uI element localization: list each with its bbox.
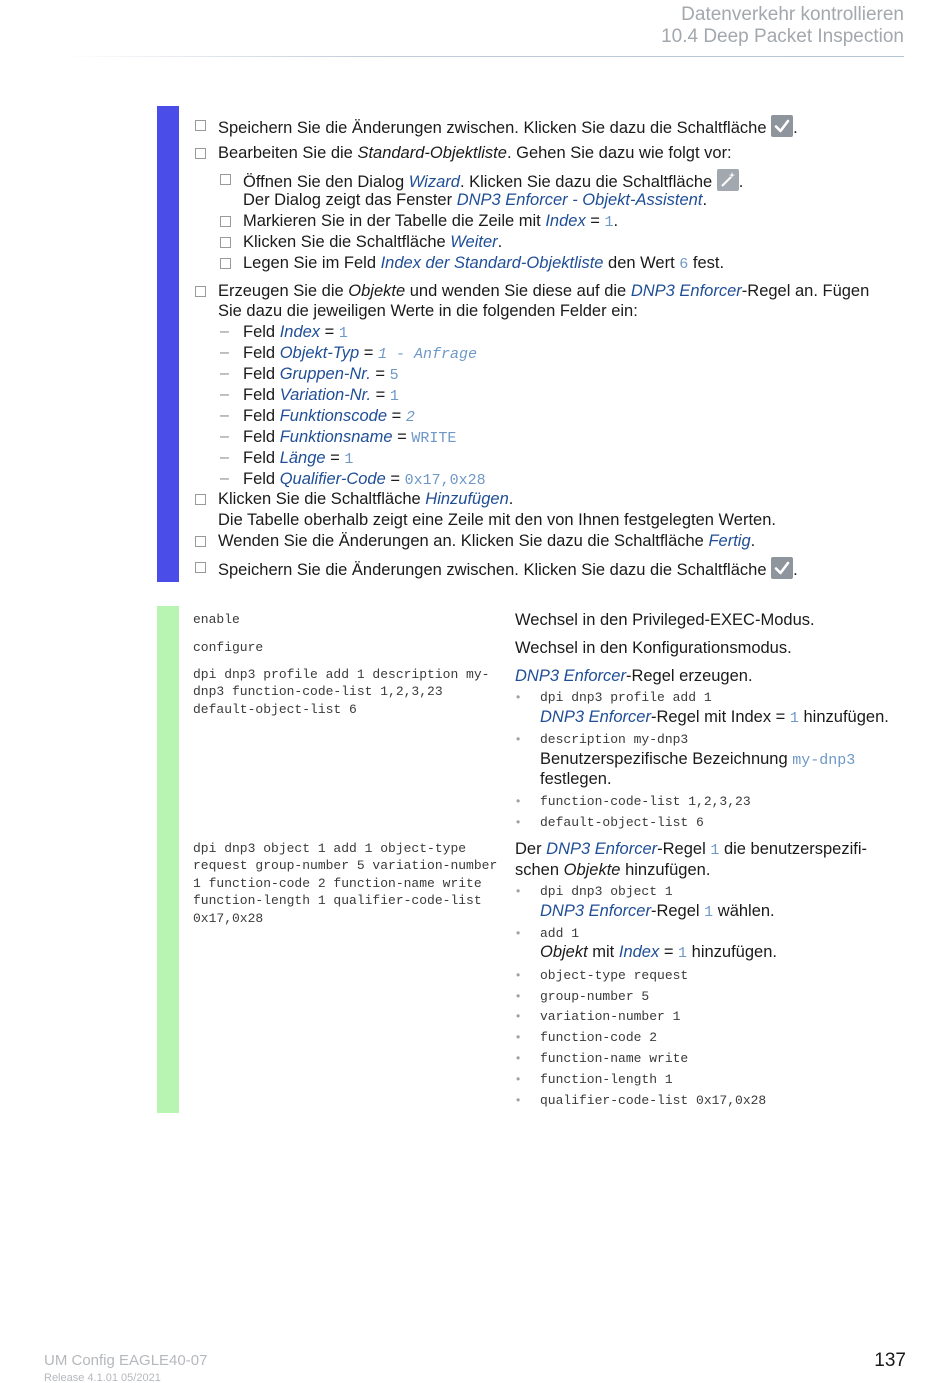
step-checkbox [195,562,206,573]
bullet: • [516,968,521,982]
field-index: Feld Index = 1 [243,323,348,342]
cli-item-desc: DNP3 Enforcer-Regel 1 wählen. [540,902,775,921]
cli-item-desc: Objekt mit Index = 1 hinzufügen. [540,943,777,962]
cli-item-code: dpi dnp3 object 1 [540,884,673,899]
dash-bullet: – [220,323,229,340]
step-checkbox [195,286,206,297]
cli-cmd-configure: configure [193,640,264,655]
cli-item-code: function-code 2 [540,1030,658,1045]
cli-cmd-profile-line: dpi dnp3 profile add 1 description my- [193,667,490,682]
step-add: Klicken Sie die Schaltfläche Hinzufügen. [218,490,514,508]
bullet: • [516,989,521,1003]
gui-procedure-bar [157,106,179,582]
cli-item-desc: Benutzerspezifische Bezeichnung my-dnp3 [540,750,856,769]
cli-item-code: group-number 5 [540,989,650,1004]
substep-mark-row: Markieren Sie in der Tabelle die Zeile mit Index = 1. [243,212,619,231]
field-function-code: Feld Funktionscode = 2 [243,407,415,426]
header-section: 10.4 Deep Packet Inspection [661,26,904,47]
cli-item-desc: DNP3 Enforcer-Regel mit Index = 1 hinzufügen. [540,708,889,727]
substep-checkbox [220,258,231,269]
cli-cmd-profile-line: default-object-list 6 [193,702,357,717]
step-checkbox [195,536,206,547]
bullet: • [516,1093,521,1107]
substep-set-index: Legen Sie im Feld Index der Standard-Objektliste den Wert 6 fest. [243,254,725,273]
bullet: • [516,815,521,829]
field-variation-number: Feld Variation-Nr. = 1 [243,386,399,405]
step-checkbox [195,120,206,131]
step-create-objects-cont: Sie dazu die jeweiligen Werte in die folgenden Felder ein: [218,302,638,320]
bullet: • [516,794,521,808]
cli-item-code: qualifier-code-list 0x17,0x28 [540,1093,767,1108]
dash-bullet: – [220,344,229,361]
substep-checkbox [220,174,231,185]
cli-item-code: function-code-list 1,2,3,23 [540,794,751,809]
field-group-number: Feld Gruppen-Nr. = 5 [243,365,399,384]
step-checkbox [195,148,206,159]
cli-cmd-object-line: dpi dnp3 object 1 add 1 object-type [193,841,467,856]
cli-item-code: function-length 1 [540,1072,673,1087]
step-apply: Wenden Sie die Änderungen an. Klicken Sie dazu die Schaltfläche Fertig. [218,532,756,550]
cli-item-desc: festlegen. [540,770,612,788]
substep-checkbox [220,216,231,227]
cli-item-code: function-name write [540,1051,689,1066]
step-save-2: Speichern Sie die Änderungen zwischen. Klicken Sie dazu die Schaltfläche . [218,557,798,580]
substep-open-wizard: Öffnen Sie den Dialog Wizard. Klicken Sie dazu die Schaltfläche . [243,169,743,192]
cli-item-code: description my-dnp3 [540,732,689,747]
cli-desc-profile: DNP3 Enforcer-Regel erzeugen. [515,667,753,685]
bullet: • [516,1009,521,1023]
cli-desc-enable: Wechsel in den Privileged-EXEC-Modus. [515,611,815,629]
step-checkbox [195,494,206,505]
step-edit: Bearbeiten Sie die Standard-Objektliste. Gehen Sie dazu wie folgt vor: [218,144,732,162]
substep-wizard-note: Der Dialog zeigt das Fenster DNP3 Enforcer - Objekt-Assistent. [243,191,708,209]
wizard-wand-icon [717,169,739,191]
step-add-note: Die Tabelle oberhalb zeigt eine Zeile mit den von Ihnen festgelegten Werten. [218,511,776,529]
field-object-type: Feld Objekt-Typ = 1 - Anfrage [243,344,477,363]
cli-desc-object-cont: schen Objekte hinzufügen. [515,861,711,879]
dash-bullet: – [220,365,229,382]
cli-item-code: add 1 [540,926,580,941]
bullet: • [516,1051,521,1065]
dash-bullet: – [220,407,229,424]
field-length: Feld Länge = 1 [243,449,354,468]
bullet: • [516,1072,521,1086]
footer-release: Release 4.1.01 05/2021 [44,1372,161,1383]
footer-doc-title: UM Config EAGLE40-07 [44,1352,208,1369]
cli-cmd-profile-line: dnp3 function-code-list 1,2,3,23 [193,684,443,699]
bullet: • [516,1030,521,1044]
cli-cmd-object-line: 0x17,0x28 [193,911,264,926]
cli-cmd-object-line: function-length 1 qualifier-code-list [193,893,482,908]
step-save-1: Speichern Sie die Änderungen zwischen. Klicken Sie dazu die Schaltfläche . [218,115,798,138]
header-chapter: Datenverkehr kontrollieren [681,4,904,25]
cli-cmd-enable: enable [193,612,240,627]
cli-procedure-bar [157,606,179,1113]
bullet: • [516,884,521,898]
dash-bullet: – [220,386,229,403]
cli-cmd-object-line: 1 function-code 2 function-name write [193,876,482,891]
bullet: • [516,690,521,704]
cli-desc-configure: Wechsel in den Konfigurationsmodus. [515,639,792,657]
save-checkmark-icon [771,115,793,137]
substep-next: Klicken Sie die Schaltfläche Weiter. [243,233,503,251]
save-checkmark-icon [771,557,793,579]
cli-item-code: dpi dnp3 profile add 1 [540,690,712,705]
bullet: • [516,926,521,940]
dash-bullet: – [220,449,229,466]
cli-cmd-object-line: request group-number 5 variation-number [193,858,498,873]
step-create-objects: Erzeugen Sie die Objekte und wenden Sie diese auf die DNP3 Enforcer-Regel an. Fügen [218,282,870,300]
cli-item-code: variation-number 1 [540,1009,681,1024]
cli-item-code: default-object-list 6 [540,815,704,830]
page-number: 137 [874,1350,906,1371]
field-function-name: Feld Funktionsname = WRITE [243,428,457,447]
cli-item-code: object-type request [540,968,689,983]
cli-desc-object: Der DNP3 Enforcer-Regel 1 die benutzerspezifi- [515,840,868,859]
header-divider [60,56,904,57]
dash-bullet: – [220,470,229,487]
substep-checkbox [220,237,231,248]
field-qualifier-code: Feld Qualifier-Code = 0x17,0x28 [243,470,486,489]
dash-bullet: – [220,428,229,445]
bullet: • [516,732,521,746]
